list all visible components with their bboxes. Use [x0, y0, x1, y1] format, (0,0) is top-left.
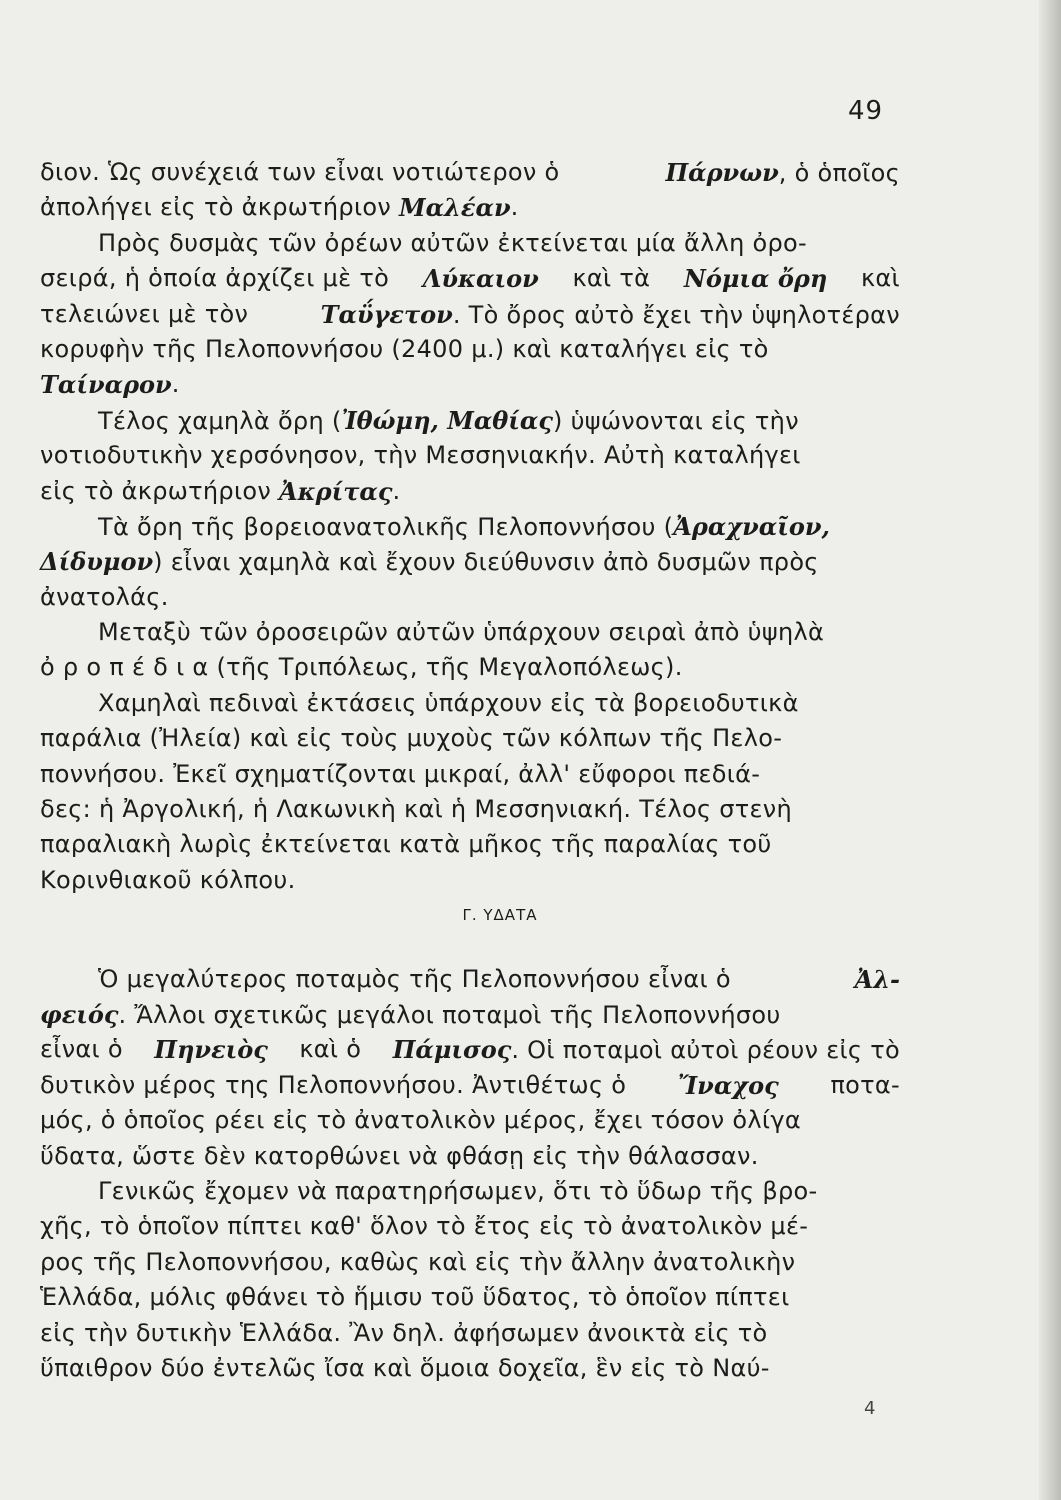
- place-name: Νόμια ὄρη: [683, 264, 828, 294]
- text-line: [40, 509, 900, 544]
- river-name: Ἴναχος: [678, 1070, 779, 1100]
- text-line: [40, 474, 900, 509]
- river-name: Πάμισος: [392, 1035, 512, 1065]
- text-run: . Τὸ ὄρος αὐτὸ ἔχει τὴν ὑψηλοτέραν: [452, 300, 900, 329]
- text-line: [40, 297, 900, 332]
- text-line: [40, 1316, 900, 1351]
- text-line: [40, 1068, 900, 1103]
- text-line: [40, 997, 900, 1032]
- text-line: [40, 1139, 900, 1174]
- place-name: Λύκαιον: [422, 264, 539, 294]
- text-run: σειρά, ἡ ὁποία ἀρχίζει μὲ τὸ: [40, 264, 390, 293]
- text-run: καὶ τὰ: [572, 264, 651, 293]
- text-run: κορυφὴν τῆς Πελοποννήσου (2400 μ.) καὶ καταλήγει εἰς τὸ: [40, 334, 769, 363]
- text-line: [40, 962, 900, 997]
- text-run: διον. Ὡς συνέχειά των εἶναι νοτιώτερον ὁ: [40, 158, 560, 186]
- text-run: Μεταξὺ τῶν ὀροσειρῶν αὐτῶν ὑπάρχουν σειραὶ ἀπὸ ὑψηλὰ: [98, 618, 825, 647]
- text-run: ) ὑψώνονται εἰς τὴν: [553, 406, 799, 435]
- text-run: Χαμηλαὶ πεδιναὶ ἐκτάσεις ὑπάρχουν εἰς τὰ βορειοδυτικὰ: [98, 688, 799, 717]
- text-line: [40, 863, 900, 898]
- text-run: εἰς τὴν δυτικὴν Ἑλλάδα. Ἂν δηλ. ἀφήσωμεν ἀνοικτὰ εἰς τὸ: [40, 1318, 768, 1347]
- text-run: ρος τῆς Πελοποννήσου, καθὼς καὶ εἰς τὴν ἄλλην ἀνατολικὴν: [40, 1247, 796, 1276]
- text-run: Πρὸς δυσμὰς τῶν ὀρέων αὐτῶν ἐκτείνεται μία ἄλλη ὀρο-: [98, 228, 807, 257]
- place-name: Μαλέαν: [399, 193, 511, 223]
- text-run: δες: ἡ Ἀργολική, ἡ Λακωνικὴ καὶ ἡ Μεσσηνιακή. Τέλος στενὴ: [40, 795, 793, 824]
- page-number: 49: [848, 96, 884, 126]
- text-line: [40, 403, 900, 438]
- text-line: [40, 721, 900, 756]
- text-run: παραλιακὴ λωρὶς ἐκτείνεται κατὰ μῆκος τῆς παραλίας τοῦ: [40, 830, 772, 859]
- place-name: Ἀραχναῖον,: [673, 511, 830, 541]
- text-line: [40, 1351, 900, 1386]
- text-line: [40, 1174, 900, 1209]
- text-run: Ἑλλάδα, μόλις φθάνει τὸ ἥμισυ τοῦ ὕδατος, τὸ ὁποῖον πίπτει: [40, 1283, 790, 1312]
- text-line: [40, 544, 900, 579]
- text-run: δυτικὸν μέρος της Πελοποννήσου. Ἀντιθέτως ὁ: [40, 1070, 627, 1099]
- text-line: [40, 438, 900, 473]
- page-edge: [1039, 0, 1061, 1500]
- spacer: [40, 934, 900, 962]
- text-run: χῆς, τὸ ὁποῖον πίπτει καθ' ὅλον τὸ ἔτος εἰς τὸ ἀνατολικὸν μέ-: [40, 1212, 809, 1241]
- text-line: [40, 827, 900, 862]
- place-name: Πάρνων: [665, 158, 779, 187]
- signature-mark: 4: [864, 1398, 876, 1419]
- text-run: ποτα-: [830, 1070, 900, 1099]
- text-run: ὕπαιθρον δύο ἐντελῶς ἴσα καὶ ὅμοια δοχεῖα, ἓν εἰς τὸ Ναύ-: [40, 1353, 770, 1382]
- place-name: Ταΰγετον: [320, 299, 453, 329]
- text-run: ποννήσου. Ἐκεῖ σχηματίζονται μικραί, ἀλλ' εὔφοροι πεδιά-: [40, 759, 761, 788]
- text-run: μός, ὁ ὁποῖος ρέει εἰς τὸ ἀνατολικὸν μέρος, ἔχει τόσον ὀλίγα: [40, 1106, 801, 1135]
- place-name: Δίδυμον: [40, 547, 154, 577]
- text-run: Τὰ ὄρη τῆς βορειοανατολικῆς Πελοποννήσου (: [98, 512, 674, 541]
- text-run: ὀ ρ ο π έ δ ι α (τῆς Τριπόλεως, τῆς Μεγαλοπόλεως).: [40, 653, 683, 682]
- river-name: φειός: [40, 999, 119, 1029]
- text-run: εἰς τὸ ἀκρωτήριον: [40, 476, 272, 505]
- text-run: . Ἄλλοι σχετικῶς μεγάλοι ποταμοὶ τῆς Πελοποννήσου: [118, 1000, 781, 1029]
- text-run: ἀνατολάς.: [40, 582, 169, 611]
- text-line: [40, 650, 900, 685]
- text-run: ἀπολήγει εἰς τὸ ἀκρωτήριον: [40, 193, 392, 222]
- text-line: [40, 757, 900, 792]
- river-name: Πηνειὸς: [154, 1035, 268, 1065]
- text-line: [40, 226, 900, 261]
- place-name: Ἰθώμη, Μαθίας: [341, 405, 553, 435]
- text-line: [40, 615, 900, 650]
- text-run: τελειώνει μὲ τὸν: [40, 299, 249, 328]
- text-line: [40, 792, 900, 827]
- river-name: Ἀλ-: [854, 964, 900, 994]
- text-line: [40, 190, 900, 225]
- text-line: [40, 332, 900, 367]
- text-run: .: [510, 193, 519, 222]
- body-text: [40, 155, 900, 1386]
- text-line: [40, 1280, 900, 1315]
- text-run: .: [392, 476, 401, 505]
- text-line: [40, 1032, 900, 1067]
- place-name: Ταίναρον: [40, 370, 172, 400]
- text-run: παράλια (Ἠλεία) καὶ εἰς τοὺς μυχοὺς τῶν κόλπων τῆς Πελο-: [40, 724, 783, 753]
- text-line: [40, 155, 900, 190]
- text-run: Κορινθιακοῦ κόλπου.: [40, 865, 296, 894]
- text-run: , ὁ ὁποῖος: [778, 159, 900, 187]
- text-line: [40, 1209, 900, 1244]
- text-run: νοτιοδυτικὴν χερσόνησον, τὴν Μεσσηνιακήν. Αὐτὴ καταλήγει: [40, 441, 801, 470]
- text-run: .: [171, 370, 180, 399]
- section-heading: Γ. ΥΔΑΤΑ: [462, 906, 538, 925]
- text-run: . Οἱ ποταμοὶ αὐτοὶ ρέουν εἰς τὸ: [511, 1036, 900, 1065]
- text-line: [40, 580, 900, 615]
- text-run: Γενικῶς ἔχομεν νὰ παρατηρήσωμεν, ὅτι τὸ ὕδωρ τῆς βρο-: [98, 1176, 818, 1205]
- text-run: καὶ: [860, 264, 900, 293]
- place-name: Ἀκρίτας: [279, 476, 393, 506]
- text-line: [40, 261, 900, 296]
- text-line: [40, 686, 900, 721]
- text-run: ὕδατα, ὥστε δὲν κατορθώνει νὰ φθάσῃ εἰς τὴν θάλασσαν.: [40, 1141, 759, 1170]
- text-line: [40, 367, 900, 402]
- text-run: ) εἶναι χαμηλὰ καὶ ἔχουν διεύθυνσιν ἀπὸ δυσμῶν πρὸς: [153, 548, 819, 577]
- text-run: Τέλος χαμηλὰ ὄρη (: [98, 406, 342, 435]
- text-line: [40, 1245, 900, 1280]
- text-run: Ὁ μεγαλύτερος ποταμὸς τῆς Πελοποννήσου εἶναι ὁ: [98, 964, 731, 993]
- text-run: εἶναι ὁ: [40, 1035, 123, 1064]
- text-line: [40, 1103, 900, 1138]
- text-run: καὶ ὁ: [299, 1035, 362, 1064]
